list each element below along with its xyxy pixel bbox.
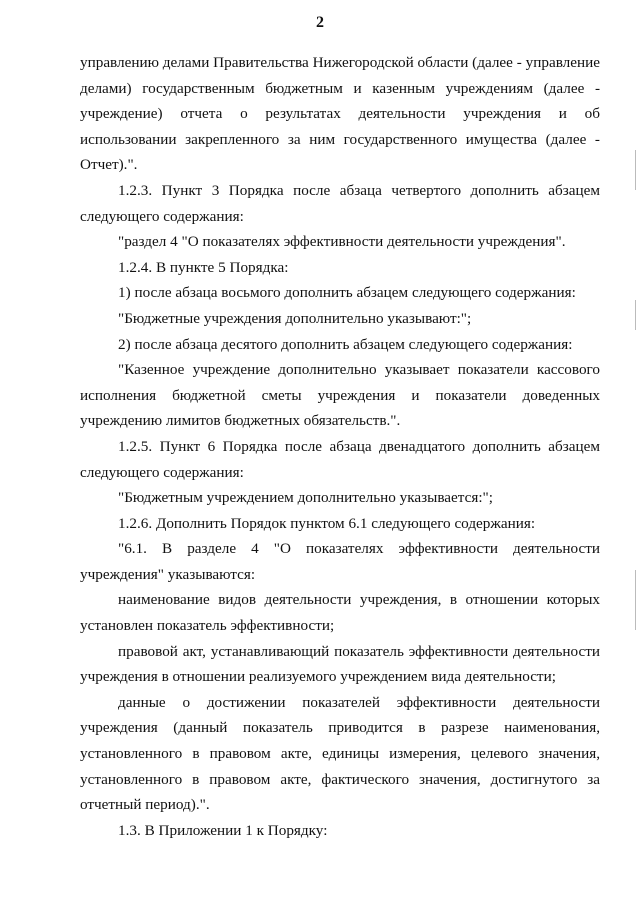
paragraph-1-2-5: 1.2.5. Пункт 6 Порядка после абзаца двенадцатого дополнить абзацем следующего содержания:: [80, 437, 600, 481]
scan-margin-line: [635, 570, 636, 630]
paragraph-continuation: управлению делами Правительства Нижегородской области (далее - управление делами) государственным бюджетным и казенным учреждениям (далее - учреждение) отчета о результатах деятельности учреждения и об использовании закрепленного за ним государственного имущества (далее - Отчет).".: [80, 54, 600, 174]
paragraph-6-1: "6.1. В разделе 4 "О показателях эффективности деятельности учреждения" указываются:: [80, 540, 600, 583]
paragraph-1-2-3: 1.2.3. Пункт 3 Порядка после абзаца четвертого дополнить абзацем следующего содержания:: [80, 181, 600, 225]
paragraph-legal-act: правовой акт, устанавливающий показатель эффективности деятельности учреждения в отношении реализуемого учреждением вида деятельности;: [80, 642, 600, 686]
paragraph-quote-state-institution: "Казенное учреждение дополнительно указывает показатели кассового исполнения бюджетной сметы учреждения и показатели доведенных учреждению лимитов бюджетных обязательств.".: [80, 361, 600, 430]
paragraph-item-1: 1) после абзаца восьмого дополнить абзацем следующего содержания:: [118, 284, 576, 302]
paragraph-quote-budget-institution: "Бюджетным учреждением дополнительно указывается:";: [118, 489, 493, 507]
paragraph-activity-names: наименование видов деятельности учреждения, в отношении которых установлен показатель эффективности;: [80, 591, 600, 635]
paragraph-1-3: 1.3. В Приложении 1 к Порядку:: [118, 821, 328, 839]
paragraph-quote-section-4: "раздел 4 "О показателях эффективности деятельности учреждения".: [118, 233, 566, 251]
paragraph-1-2-6: 1.2.6. Дополнить Порядок пунктом 6.1 следующего содержания:: [118, 514, 536, 532]
page-number: 2: [316, 14, 324, 31]
paragraph-quote-budget: "Бюджетные учреждения дополнительно указывают:";: [118, 309, 472, 327]
paragraph-item-2: 2) после абзаца десятого дополнить абзацем следующего содержания:: [118, 335, 573, 353]
scan-margin-line: [635, 150, 636, 190]
document-body: [80, 50, 600, 843]
scan-margin-line: [635, 300, 636, 330]
paragraph-achievement-data: данные о достижении показателей эффективности деятельности учреждения (данный показатель приводится в разрезе наименования, установленного в правовом акте, единицы измерения, целевого значения, установленного в правовом акте, фактического значения, достигнутого за отчетный период).".: [80, 693, 600, 814]
paragraph-1-2-4: 1.2.4. В пункте 5 Порядка:: [118, 258, 289, 276]
